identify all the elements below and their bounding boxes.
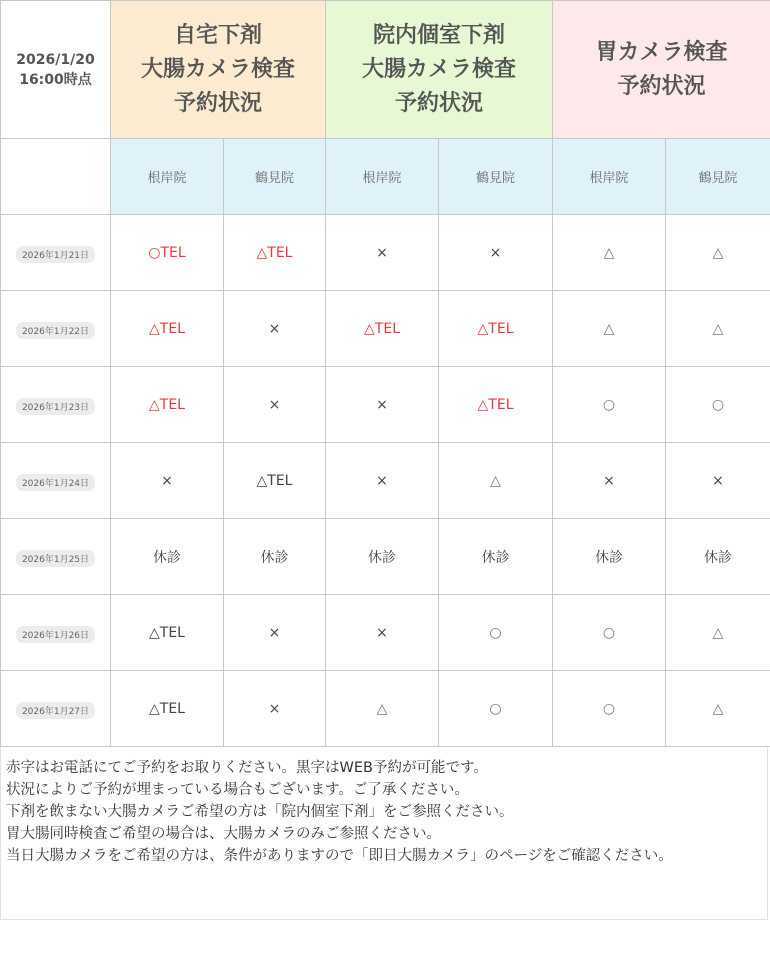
date-cell xyxy=(1,291,111,367)
date-badge: 2026年1月23日 xyxy=(16,398,95,415)
availability-cell: △TEL xyxy=(326,291,439,367)
timestamp-date: 2026/1/20 xyxy=(16,51,95,68)
location-header: 鶴見院 xyxy=(666,139,770,215)
availability-cell: △ xyxy=(326,671,439,747)
availability-cell: 休診 xyxy=(111,519,224,595)
table-row xyxy=(1,519,770,595)
note-line: 赤字はお電話にてご予約をお取りください。黒字はWEB予約が可能です。 xyxy=(6,760,488,776)
group-title-line: 予約状況 xyxy=(617,73,706,99)
date-badge: 2026年1月24日 xyxy=(16,474,95,491)
group-gastroscopy xyxy=(553,1,770,139)
availability-cell: △ xyxy=(666,291,770,367)
availability-cell: ○ xyxy=(439,671,553,747)
availability-cell: ○ xyxy=(439,595,553,671)
availability-cell: × xyxy=(326,443,439,519)
availability-cell: △ xyxy=(439,443,553,519)
location-header: 根岸院 xyxy=(111,139,224,215)
group-header-row xyxy=(1,1,770,139)
availability-cell: × xyxy=(224,595,326,671)
availability-cell: × xyxy=(111,443,224,519)
group-title-line: 院内個室下剤 xyxy=(373,22,506,48)
date-cell xyxy=(1,215,111,291)
availability-cell: × xyxy=(326,215,439,291)
date-cell xyxy=(1,671,111,747)
availability-cell: × xyxy=(439,215,553,291)
availability-cell: × xyxy=(326,367,439,443)
timestamp-time: 16:00時点 xyxy=(19,71,92,88)
availability-cell: ○ xyxy=(553,671,666,747)
date-cell xyxy=(1,443,111,519)
availability-cell: △TEL xyxy=(111,671,224,747)
date-cell xyxy=(1,595,111,671)
availability-cell: ○ xyxy=(553,595,666,671)
group-home-laxative-colonoscopy xyxy=(111,1,326,139)
date-badge: 2026年1月21日 xyxy=(16,246,95,263)
availability-cell: × xyxy=(224,671,326,747)
availability-cell: × xyxy=(224,367,326,443)
group-clinic-laxative-colonoscopy xyxy=(326,1,553,139)
note-line: 下剤を飲まない大腸カメラご希望の方は「院内個室下剤」をご参照ください。 xyxy=(6,804,514,820)
location-header: 根岸院 xyxy=(553,139,666,215)
empty-corner-cell xyxy=(1,139,111,215)
availability-cell: △TEL xyxy=(439,367,553,443)
date-badge: 2026年1月22日 xyxy=(16,322,95,339)
availability-cell: △TEL xyxy=(224,443,326,519)
table-row xyxy=(1,443,770,519)
availability-cell: 休診 xyxy=(553,519,666,595)
table-row xyxy=(1,215,770,291)
availability-cell: △ xyxy=(666,215,770,291)
notes-section xyxy=(0,747,768,920)
group-title-line: 予約状況 xyxy=(174,90,263,116)
date-badge: 2026年1月25日 xyxy=(16,550,95,567)
availability-cell: △TEL xyxy=(224,215,326,291)
date-cell xyxy=(1,367,111,443)
availability-cell: 休診 xyxy=(666,519,770,595)
availability-cell: 休診 xyxy=(326,519,439,595)
availability-cell: △ xyxy=(666,595,770,671)
note-line: 胃大腸同時検査ご希望の場合は、大腸カメラのみご参照ください。 xyxy=(6,826,441,842)
group-title-line: 予約状況 xyxy=(395,90,484,116)
availability-cell: × xyxy=(224,291,326,367)
availability-cell: ○ xyxy=(553,367,666,443)
location-header: 鶴見院 xyxy=(439,139,553,215)
group-title-line: 大腸カメラ検査 xyxy=(141,56,296,82)
availability-cell: × xyxy=(326,595,439,671)
location-header: 根岸院 xyxy=(326,139,439,215)
availability-cell: 休診 xyxy=(439,519,553,595)
availability-cell: △TEL xyxy=(111,367,224,443)
date-badge: 2026年1月26日 xyxy=(16,626,95,643)
availability-cell: × xyxy=(553,443,666,519)
availability-cell: △TEL xyxy=(111,291,224,367)
note-line: 当日大腸カメラをご希望の方は、条件がありますので「即日大腸カメラ」のページをご確認ください。 xyxy=(6,848,673,864)
table-row xyxy=(1,367,770,443)
table-row xyxy=(1,671,770,747)
availability-cell: 休診 xyxy=(224,519,326,595)
date-badge: 2026年1月27日 xyxy=(16,702,95,719)
table-row xyxy=(1,291,770,367)
availability-cell: × xyxy=(666,443,770,519)
group-title-line: 胃カメラ検査 xyxy=(595,39,728,65)
availability-cell: ○TEL xyxy=(111,215,224,291)
location-header: 鶴見院 xyxy=(224,139,326,215)
group-title-line: 大腸カメラ検査 xyxy=(362,56,517,82)
date-cell xyxy=(1,519,111,595)
availability-cell: △ xyxy=(666,671,770,747)
group-title-line: 自宅下剤 xyxy=(174,22,263,48)
availability-cell: △TEL xyxy=(439,291,553,367)
note-line: 状況によりご予約が埋まっている場合もございます。ご了承ください。 xyxy=(6,782,469,798)
table-row xyxy=(1,595,770,671)
availability-cell: ○ xyxy=(666,367,770,443)
location-header-row xyxy=(1,139,770,215)
availability-cell: △ xyxy=(553,215,666,291)
timestamp-cell xyxy=(1,1,111,139)
availability-cell: △ xyxy=(553,291,666,367)
availability-cell: △TEL xyxy=(111,595,224,671)
